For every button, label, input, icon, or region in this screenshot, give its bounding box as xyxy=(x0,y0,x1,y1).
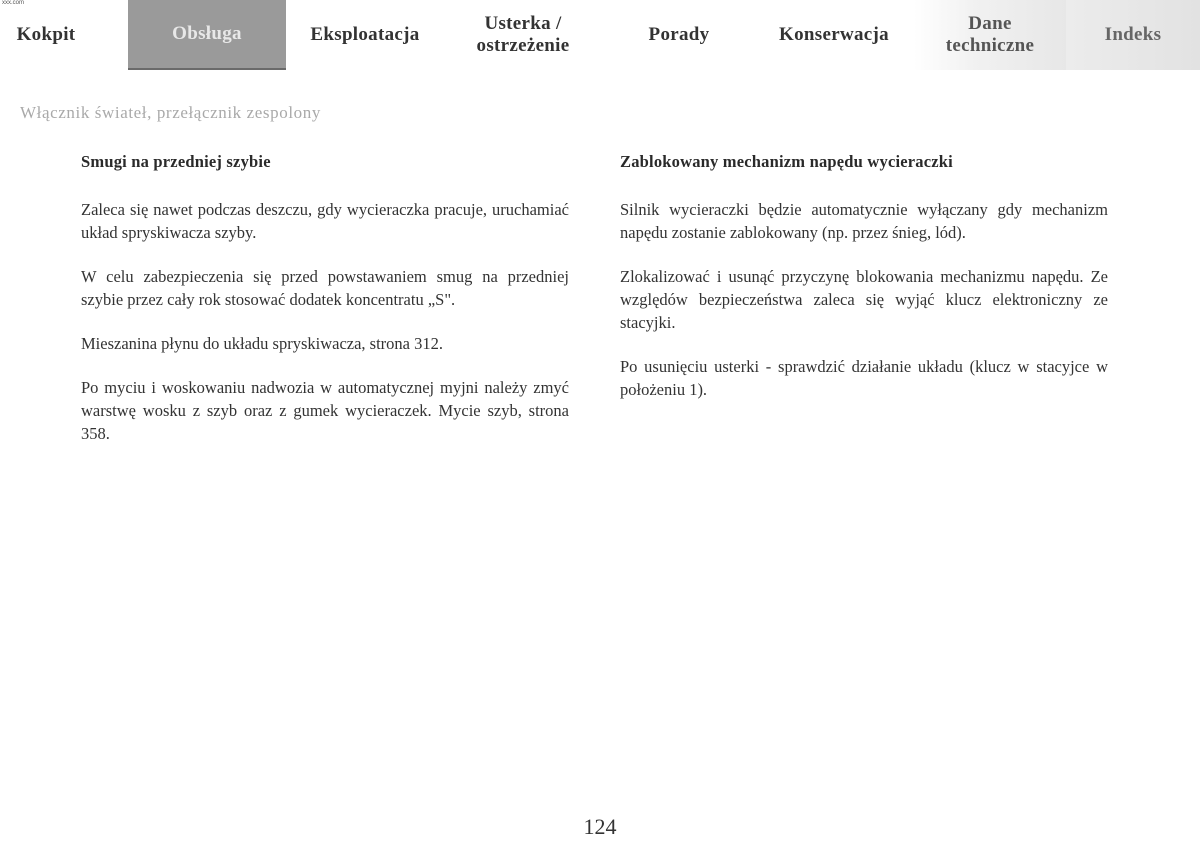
right-paragraph: Zlokalizować i usunąć przyczynę blokowania mechanizmu napędu. Ze względów bezpieczeństwa zaleca się wyjąć klucz elektroniczny ze stacyjki. xyxy=(620,267,1108,332)
right-paragraph: Po usunięciu usterki - sprawdzić działanie układu (klucz w stacyjce w położeniu 1). xyxy=(620,357,1108,399)
tab-dane-techniczne[interactable] xyxy=(914,0,1066,70)
left-paragraph: Zaleca się nawet podczas deszczu, gdy wycieraczka pracuje, uruchamiać układ spryskiwacza szyby. xyxy=(81,200,569,242)
tab-obsluga[interactable] xyxy=(128,0,286,70)
tab-porady[interactable] xyxy=(612,0,746,70)
tab-label: Kokpit xyxy=(16,24,76,45)
tab-usterka-ostrzezenie[interactable] xyxy=(448,0,598,70)
left-column xyxy=(81,152,569,466)
left-paragraph: W celu zabezpieczenia się przed powstawaniem smug na przedniej szybie przez cały rok stosować dodatek koncentratu „S". xyxy=(81,267,569,309)
tab-kokpit[interactable] xyxy=(0,0,92,70)
left-paragraph: Mieszanina płynu do układu spryskiwacza, strona 312. xyxy=(81,334,444,353)
corner-watermark: xxx.com xyxy=(2,0,25,6)
left-heading: Smugi na przedniej szybie xyxy=(81,152,271,171)
tab-label: Usterka / ostrzeżenie xyxy=(476,13,570,56)
right-column xyxy=(620,152,1108,422)
right-heading: Zablokowany mechanizm napędu wycieraczki xyxy=(620,152,953,171)
tab-label: Indeks xyxy=(1104,24,1162,45)
tab-label: Porady xyxy=(648,24,710,45)
tab-label: Obsługa xyxy=(172,23,242,44)
tab-eksploatacja[interactable] xyxy=(290,0,440,70)
tab-indeks[interactable] xyxy=(1066,0,1200,70)
tab-konserwacja[interactable] xyxy=(760,0,908,70)
tab-label: Konserwacja xyxy=(779,24,889,45)
chapter-nav xyxy=(0,0,1200,70)
page-number: 124 xyxy=(583,814,617,839)
section-title: Włącznik świateł, przełącznik zespolony xyxy=(20,103,321,122)
right-paragraph: Silnik wycieraczki będzie automatycznie wyłączany gdy mechanizm napędu zostanie zablokowany (np. przez śnieg, lód). xyxy=(620,200,1108,242)
tab-label: Eksploatacja xyxy=(310,24,420,45)
left-paragraph: Po myciu i woskowaniu nadwozia w automatycznej myjni należy zmyć warstwę wosku z szyb oraz z gumek wycieraczek. Mycie szyb, strona 358. xyxy=(81,378,569,443)
tab-label: Dane techniczne xyxy=(945,13,1035,56)
